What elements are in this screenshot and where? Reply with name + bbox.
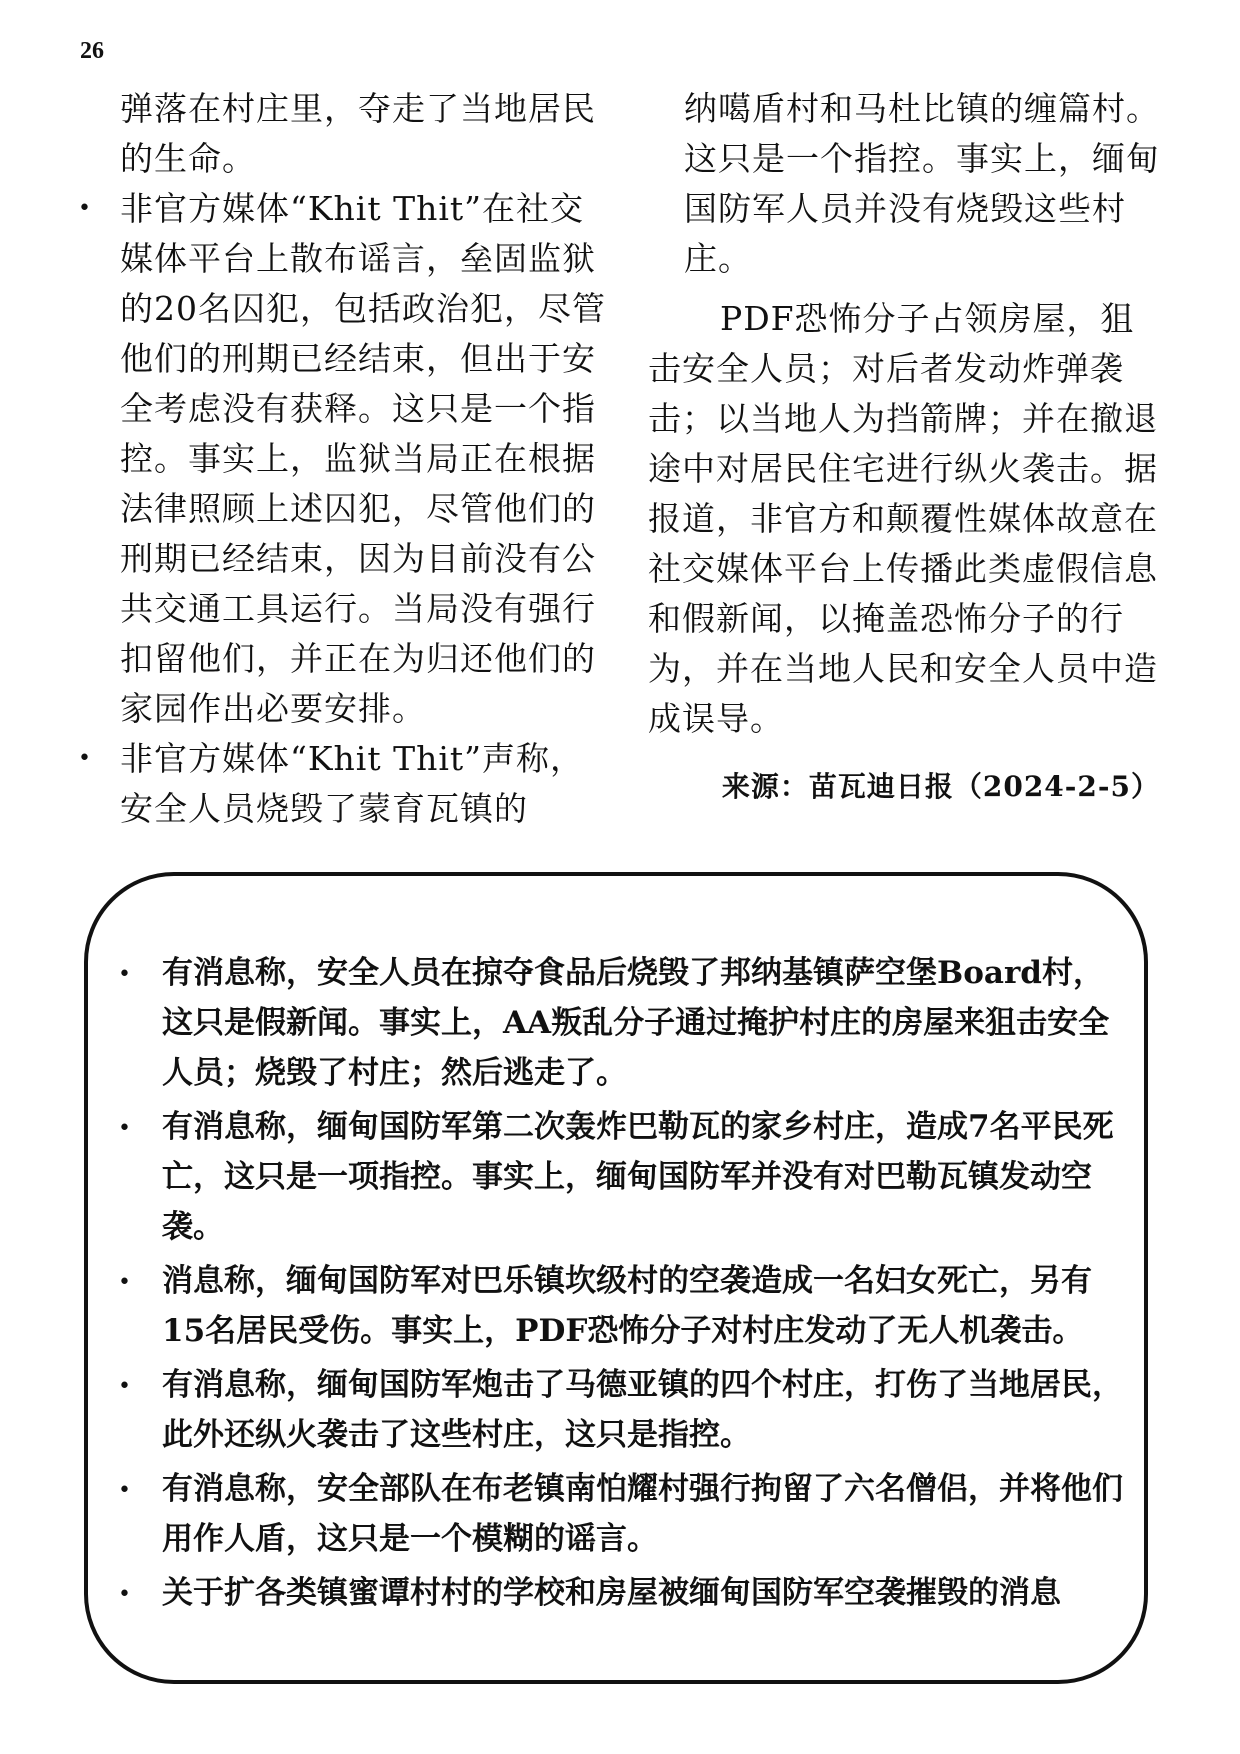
list-item-text: 有消息称，缅甸国防军炮击了马德亚镇的四个村庄，打伤了当地居民，此外还纵火袭击了这些村庄，这只是指控。 (162, 1367, 1123, 1453)
list-item-text: 有消息称，缅甸国防军第二次轰炸巴勒瓦的家乡村庄，造成7名平民死亡，这只是一项指控。事实上，缅甸国防军并没有对巴勒瓦镇发动空袭。 (162, 1109, 1114, 1245)
bullet-dot-icon: • (118, 962, 131, 987)
list-item (72, 734, 608, 834)
list-item (118, 1568, 1128, 1618)
list-item-text: 消息称，缅甸国防军对巴乐镇坎级村的空袭造成一名妇女死亡，另有15名居民受伤。事实上，PDF恐怖分子对村庄发动了无人机袭击。 (162, 1263, 1092, 1349)
bullet-dot-icon: • (78, 196, 92, 221)
box-bullet-list (118, 948, 1128, 1622)
left-column (72, 84, 608, 834)
bullet-dot-icon: • (118, 1116, 131, 1141)
list-item-text: 关于扩各类镇蜜谭村村的学校和房屋被缅甸国防军空袭摧毁的消息 (162, 1575, 1061, 1611)
list-item (118, 948, 1128, 1098)
list-item-text: 有消息称，安全人员在掠夺食品后烧毁了邦纳基镇萨空堡Board村，这只是假新闻。事实上，AA叛乱分子通过掩护村庄的房屋来狙击安全人员；烧毁了村庄；然后逃走了。 (162, 955, 1110, 1091)
bullet-dot-icon: • (118, 1270, 131, 1295)
list-item (118, 1256, 1128, 1356)
list-item (118, 1360, 1128, 1460)
list-item (118, 1464, 1128, 1564)
bullet-dot-icon: • (118, 1582, 131, 1607)
bullet-dot-icon: • (78, 746, 92, 771)
list-item (72, 184, 608, 734)
intro-paragraph: 弹落在村庄里，夺走了当地居民的生命。 (120, 89, 596, 178)
summary-box (84, 872, 1148, 1684)
page-number: 26 (80, 38, 104, 64)
right-column (648, 84, 1168, 812)
bullet-dot-icon: • (118, 1478, 131, 1503)
body-paragraph: PDF恐怖分子占领房屋，狙击安全人员；对后者发动炸弹袭击；以当地人为挡箭牌；并在撤退途中对居民住宅进行纵火袭击。据报道，非官方和颠覆性媒体故意在社交媒体平台上传播此类虚假信息和假新闻，以掩盖恐怖分子的行为，并在当地人民和安全人员中造成误导。 (648, 299, 1158, 738)
left-bullet-list (72, 184, 608, 834)
list-item (118, 1102, 1128, 1252)
list-item-text: 有消息称，安全部队在布老镇南怕耀村强行拘留了六名僧侣，并将他们用作人盾，这只是一个模糊的谣言。 (162, 1471, 1123, 1557)
list-item-text: 非官方媒体“Khit Thit”声称，安全人员烧毁了蒙育瓦镇的 (120, 739, 585, 828)
bullet-dot-icon: • (118, 1374, 131, 1399)
source-citation: 来源：苗瓦迪日报（2024-2-5） (721, 770, 1160, 803)
list-item-text: 非官方媒体“Khit Thit”在社交媒体平台上散布谣言，垒固监狱的20名囚犯，包括政治犯，尽管他们的刑期已经结束，但出于安全考虑没有获释。这只是一个指控。事实上，监狱当局正在根据法律照顾上述囚犯，尽管他们的刑期已经结束，因为目前没有公共交通工具运行。当局没有强行扣留他们，并正在为归还他们的家园作出必要安排。 (120, 189, 606, 728)
continuation-paragraph: 纳噶盾村和马杜比镇的缠篇村。这只是一个指控。事实上，缅甸国防军人员并没有烧毁这些村庄。 (684, 89, 1160, 278)
